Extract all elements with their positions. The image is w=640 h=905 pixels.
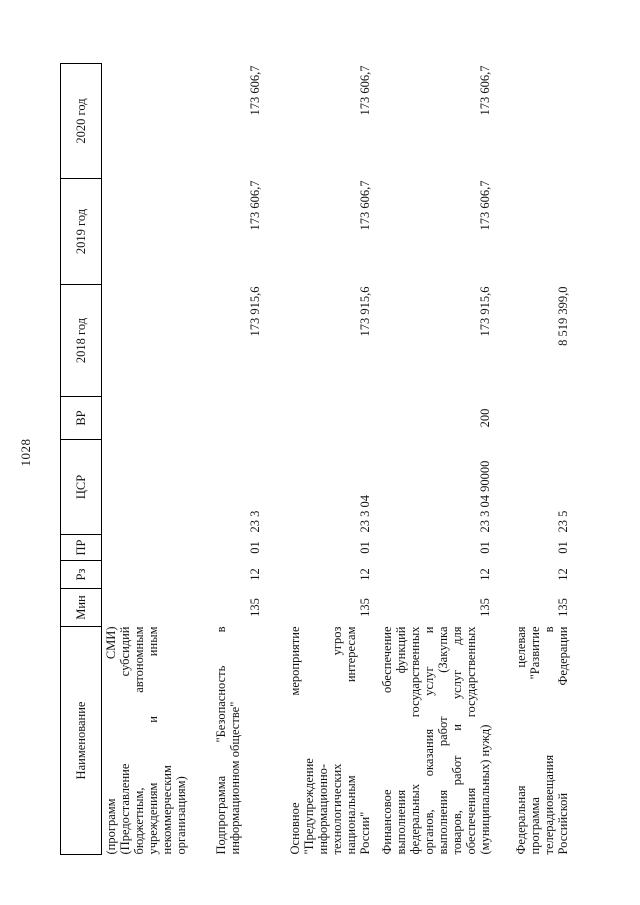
cell-y2018: [102, 285, 189, 397]
name-word: федеральных: [408, 783, 422, 855]
column-header-min: Мин: [61, 589, 102, 627]
name-line: [288, 627, 302, 855]
cell-pr: 01: [358, 541, 372, 554]
cell-y2019: 173 606,7: [358, 180, 372, 231]
name-word: Федеральная: [514, 785, 528, 855]
column-header-vr: ВР: [61, 397, 102, 440]
name-word: выполнения: [436, 789, 450, 855]
column-header-2018: 2018 год: [61, 285, 102, 397]
cell-name: [372, 627, 492, 855]
column-header-2020: 2020 год: [61, 64, 102, 179]
cell-y2019: 173 606,7: [248, 180, 262, 231]
cell-y2018: 173 915,6: [478, 286, 492, 337]
name-word: телерадиовещания: [542, 754, 556, 855]
cell-min: [102, 589, 189, 627]
table-row: [188, 64, 262, 855]
cell-vr: [262, 397, 372, 440]
name-word: автономным: [132, 626, 146, 693]
name-word: работ: [450, 755, 464, 786]
cell-pr: 01: [248, 541, 262, 554]
cell-y2019: 173 606,7: [478, 180, 492, 231]
name-word: "Развитие: [528, 626, 542, 680]
name-word: мероприятие: [288, 626, 302, 696]
name-line: [118, 627, 132, 855]
table-row: [262, 64, 372, 855]
name-word: функций: [394, 626, 408, 674]
column-header-name: Наименование: [61, 627, 102, 855]
name-line: [316, 627, 330, 855]
name-line: [104, 627, 118, 855]
cell-vr: [188, 397, 262, 440]
cell-name: [492, 627, 570, 855]
table-header: [61, 64, 102, 855]
name-word: целевая: [514, 626, 528, 668]
table-row: [102, 64, 189, 855]
column-header-2019: 2019 год: [61, 179, 102, 285]
column-header-pr: ПР: [61, 535, 102, 561]
cell-vr: [102, 397, 189, 440]
cell-y2018: 173 915,6: [248, 286, 262, 337]
name-line: [422, 627, 436, 855]
name-word: работ: [436, 716, 450, 747]
name-word: (Предоставление: [118, 763, 132, 855]
name-word: (программ: [104, 798, 118, 855]
name-line: [146, 627, 160, 855]
budget-table: [60, 63, 570, 855]
cell-pr: [102, 535, 189, 561]
name-line: [464, 627, 478, 855]
cell-rz: [102, 561, 189, 589]
name-word: услуг: [450, 669, 464, 700]
header-row: [61, 64, 102, 855]
cell-min: 135: [248, 598, 262, 617]
name-word: иным: [146, 626, 160, 657]
name-line: [330, 627, 344, 855]
name-line: [302, 627, 316, 855]
cell-pr: 01: [556, 541, 570, 554]
name-word: информационно-: [316, 763, 330, 855]
name-line: [528, 627, 542, 855]
name-word: выполнения: [394, 789, 408, 855]
name-word: Российской: [556, 792, 570, 855]
name-word: товаров,: [450, 810, 464, 855]
cell-rz: 12: [248, 568, 262, 581]
name-word: информационном обществе": [228, 701, 242, 855]
cell-y2020: [102, 64, 189, 179]
cell-y2019: [102, 179, 189, 285]
name-line: [514, 627, 528, 855]
name-line: [214, 627, 228, 855]
cell-vr: 200: [478, 408, 492, 428]
name-word: в: [214, 626, 228, 633]
cell-rz: 12: [556, 568, 570, 581]
name-word: оказания: [422, 728, 436, 777]
cell-y2020: 173 606,7: [248, 65, 262, 116]
name-word: "Безопасность: [214, 665, 228, 743]
table-row: [492, 64, 570, 855]
cell-name: [188, 627, 262, 855]
cell-y2018: 173 915,6: [358, 286, 372, 337]
name-line: [380, 627, 394, 855]
name-word: обеспечение: [380, 626, 394, 694]
name-line: [174, 627, 188, 855]
cell-y2020: [492, 64, 570, 179]
name-word: и: [450, 724, 464, 731]
name-word: (муниципальных) нужд): [478, 724, 492, 855]
cell-pr: 01: [478, 541, 492, 554]
cell-name: [262, 627, 372, 855]
cell-y2020: 173 606,7: [358, 65, 372, 116]
cell-rz: 12: [358, 568, 372, 581]
cell-rz: 12: [478, 568, 492, 581]
name-word: и: [146, 716, 160, 723]
cell-y2019: [492, 179, 570, 285]
cell-csr: 23 3: [248, 510, 262, 533]
table-row: [372, 64, 492, 855]
page-number: 1028: [18, 438, 33, 467]
name-word: Основное: [288, 802, 302, 855]
name-line: [478, 627, 492, 855]
name-word: организациям): [174, 776, 188, 855]
cell-csr: 23 3 04: [358, 495, 372, 533]
name-word: обеспечения: [464, 787, 478, 855]
column-header-csr: ЦСР: [61, 440, 102, 535]
name-word: национальным: [344, 775, 358, 855]
cell-csr: 23 3 04 90000: [478, 460, 492, 533]
name-line: [556, 627, 570, 855]
cell-min: 135: [556, 598, 570, 617]
name-word: Финансовое: [380, 789, 394, 855]
name-word: для: [450, 626, 464, 645]
name-line: [160, 627, 174, 855]
name-word: программа: [528, 797, 542, 855]
name-word: государственных: [408, 626, 422, 718]
name-line: [436, 627, 450, 855]
cell-name: [102, 627, 189, 855]
name-word: субсидий: [118, 626, 132, 677]
name-word: бюджетным,: [132, 787, 146, 855]
name-word: (Закупка: [436, 626, 450, 673]
name-line: [132, 627, 146, 855]
name-word: государственных: [464, 626, 478, 718]
name-word: России": [358, 811, 372, 855]
name-line: [358, 627, 372, 855]
cell-y2020: 173 606,7: [478, 65, 492, 116]
name-word: и: [422, 626, 436, 634]
column-header-rz: Рз: [61, 561, 102, 589]
name-line: [542, 627, 556, 855]
cell-csr: 23 5: [556, 510, 570, 533]
cell-min: 135: [478, 598, 492, 617]
cell-csr: [102, 440, 189, 535]
name-word: "Предупреждение: [302, 758, 316, 855]
name-word: СМИ): [104, 626, 118, 660]
name-word: некоммерческим: [160, 765, 174, 855]
name-line: [450, 627, 464, 855]
table-body: [102, 64, 571, 855]
name-line: [228, 627, 242, 855]
cell-min: 135: [358, 598, 372, 617]
name-word: органов,: [422, 809, 436, 855]
cell-vr: [492, 397, 570, 440]
name-line: [408, 627, 422, 855]
name-word: услуг: [422, 666, 436, 696]
cell-y2018: 8 519 399,0: [556, 286, 570, 346]
name-line: [344, 627, 358, 855]
name-word: в: [542, 626, 556, 633]
name-word: Федерации: [556, 626, 570, 686]
name-word: угроз: [330, 626, 344, 656]
name-word: учреждениям: [146, 782, 160, 855]
name-word: интересам: [344, 626, 358, 683]
name-word: технологических: [330, 763, 344, 855]
name-word: Подпрограмма: [214, 775, 228, 855]
name-line: [394, 627, 408, 855]
